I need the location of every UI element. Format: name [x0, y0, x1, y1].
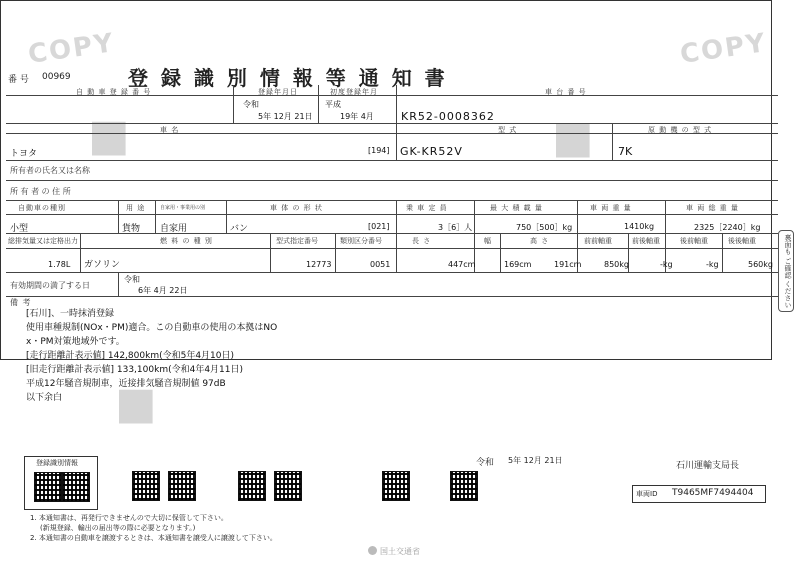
qr-code	[62, 472, 90, 502]
kind-label: 自動車の種別	[18, 204, 66, 212]
weight-label: 車 両 重 量	[590, 204, 632, 212]
vehicle-id-value: T9465MF7494404	[672, 488, 754, 498]
length-label: 長 さ	[412, 237, 432, 245]
ministry-logo-icon	[368, 546, 377, 555]
chassis-label: 車 台 番 号	[545, 88, 587, 96]
width-value: 169cm	[504, 260, 532, 269]
engine-label: 原 動 機 の 型 式	[648, 126, 713, 134]
remarks-line: [旧走行距離計表示値] 133,100km(令和4年4月11日)	[26, 365, 244, 375]
type-no-label: 型式指定番号	[276, 237, 318, 245]
front-rear-axle-value: -kg	[660, 260, 673, 269]
qr-title: 登録識別情報	[36, 459, 78, 467]
remarks-line: [石川]、一時抹消登録	[26, 309, 115, 319]
footer-note: (新規登録、輸出の届出等の際に必要となります。)	[40, 524, 196, 532]
kind-value: 小型	[10, 224, 29, 234]
max-load-label: 最 大 積 載 量	[490, 204, 543, 212]
fuel-value: ガソリン	[84, 260, 121, 270]
model-value: GK-KR52V	[400, 145, 463, 158]
capacity-value: 3［6］人	[438, 223, 473, 232]
ministry-name: 国土交通省	[380, 547, 420, 556]
height-value: 191cm	[554, 260, 582, 269]
number-label: 番 号	[8, 75, 29, 85]
qr-code	[132, 471, 160, 501]
class-no-value: 0051	[370, 260, 391, 269]
qr-code	[274, 471, 302, 501]
displacement-value: 1.78L	[48, 260, 71, 269]
front-rear-axle-label: 前後軸重	[632, 237, 660, 245]
expiry-era: 令和	[124, 275, 140, 284]
issue-era: 令和	[476, 458, 495, 468]
remarks-line: 以下余白	[26, 393, 63, 403]
front-front-axle-value: 850kg	[604, 260, 629, 269]
body-value: バン	[230, 224, 249, 234]
displacement-label: 総排気量又は定格出力	[8, 237, 78, 245]
type-no-value: 12773	[306, 260, 332, 269]
remarks-line: 使用車種規制(NOx・PM)適合。この自動車の使用の本拠はNO	[26, 323, 278, 333]
copy-watermark-right: COPY	[678, 28, 769, 70]
owner-address-label: 所 有 者 の 住 所	[10, 187, 71, 196]
remarks-label: 備 考	[10, 298, 32, 307]
car-name: トヨタ	[10, 149, 38, 159]
rear-front-axle-label: 後前軸重	[680, 237, 708, 245]
footer-note: 2. 本通知書の自動車を譲渡するときは、本通知書を譲受人に譲渡して下さい。	[30, 534, 277, 542]
private-label: 自家用・事業用の別	[160, 205, 206, 211]
max-load-value: 750［500］kg	[516, 223, 573, 232]
class-no-label: 類別区分番号	[340, 237, 382, 245]
reg-date-label: 登録年月日	[258, 88, 298, 96]
width-label: 幅	[484, 237, 492, 245]
vehicle-id-label: 車両ID	[636, 490, 658, 498]
reg-date: 5年 12月 21日	[258, 112, 313, 121]
weight-value: 1410kg	[624, 222, 655, 231]
height-label: 高 さ	[530, 237, 550, 245]
watermark-glyph-3: ■	[115, 378, 157, 429]
watermark-glyph-1: ■	[88, 110, 130, 161]
qr-code	[168, 471, 196, 501]
rear-rear-axle-value: 560kg	[748, 260, 773, 269]
expiry-date: 6年 4月 22日	[138, 286, 188, 295]
chassis-value: KR52-0008362	[401, 110, 495, 123]
remarks-line: 平成12年騒音規制車，近接排気騒音規制値 97dB	[26, 379, 226, 389]
side-stamp: 裏面も ご確認 ください	[778, 230, 794, 312]
expiry-label: 有効期間の満了する日	[10, 281, 90, 290]
document-title: 登 録 識 別 情 報 等 通 知 書	[128, 66, 448, 90]
car-name-label: 車 名	[160, 126, 180, 134]
engine-value: 7K	[618, 145, 633, 158]
footer-note: 1. 本通知書は、再発行できませんので大切に保管して下さい。	[30, 514, 228, 522]
car-name-code: [194]	[368, 146, 390, 155]
owner-name-label: 所有者の氏名又は名称	[10, 166, 90, 175]
gross-weight-label: 車 両 総 重 量	[686, 204, 739, 212]
fuel-label: 燃 料 の 種 別	[160, 237, 213, 245]
reg-era: 令和	[243, 100, 259, 109]
body-label: 車 体 の 形 状	[270, 204, 323, 212]
reg-no-label: 自 動 車 登 録 番 号	[76, 88, 152, 96]
body-code: [021]	[368, 222, 390, 231]
gross-weight-value: 2325［2240］kg	[694, 223, 761, 232]
rear-front-axle-value: -kg	[706, 260, 719, 269]
capacity-label: 乗 車 定 員	[406, 204, 448, 212]
qr-code	[382, 471, 410, 501]
first-reg-label: 初度登録年月	[330, 88, 378, 96]
qr-code	[450, 471, 478, 501]
number-value: 00969	[42, 72, 71, 82]
watermark-glyph-2: ■	[552, 112, 594, 163]
remarks-line: [走行距離計表示値] 142,800km(令和5年4月10日)	[26, 351, 235, 361]
front-front-axle-label: 前前軸重	[584, 237, 612, 245]
length-value: 447cm	[448, 260, 476, 269]
use-label: 用 途	[126, 204, 146, 212]
first-reg-era: 平成	[325, 100, 341, 109]
qr-code	[34, 472, 62, 502]
remarks-line: x・PM対策地域外です。	[26, 337, 125, 347]
model-label: 型 式	[498, 126, 518, 134]
qr-code	[238, 471, 266, 501]
private-value: 自家用	[160, 224, 188, 234]
rear-rear-axle-label: 後後軸重	[728, 237, 756, 245]
first-reg-date: 19年 4月	[340, 112, 374, 121]
use-value: 貨物	[122, 224, 141, 234]
issue-date: 5年 12月 21日	[508, 456, 563, 465]
copy-watermark-left: COPY	[26, 28, 117, 70]
office-name: 石川運輸支局長	[676, 461, 740, 471]
